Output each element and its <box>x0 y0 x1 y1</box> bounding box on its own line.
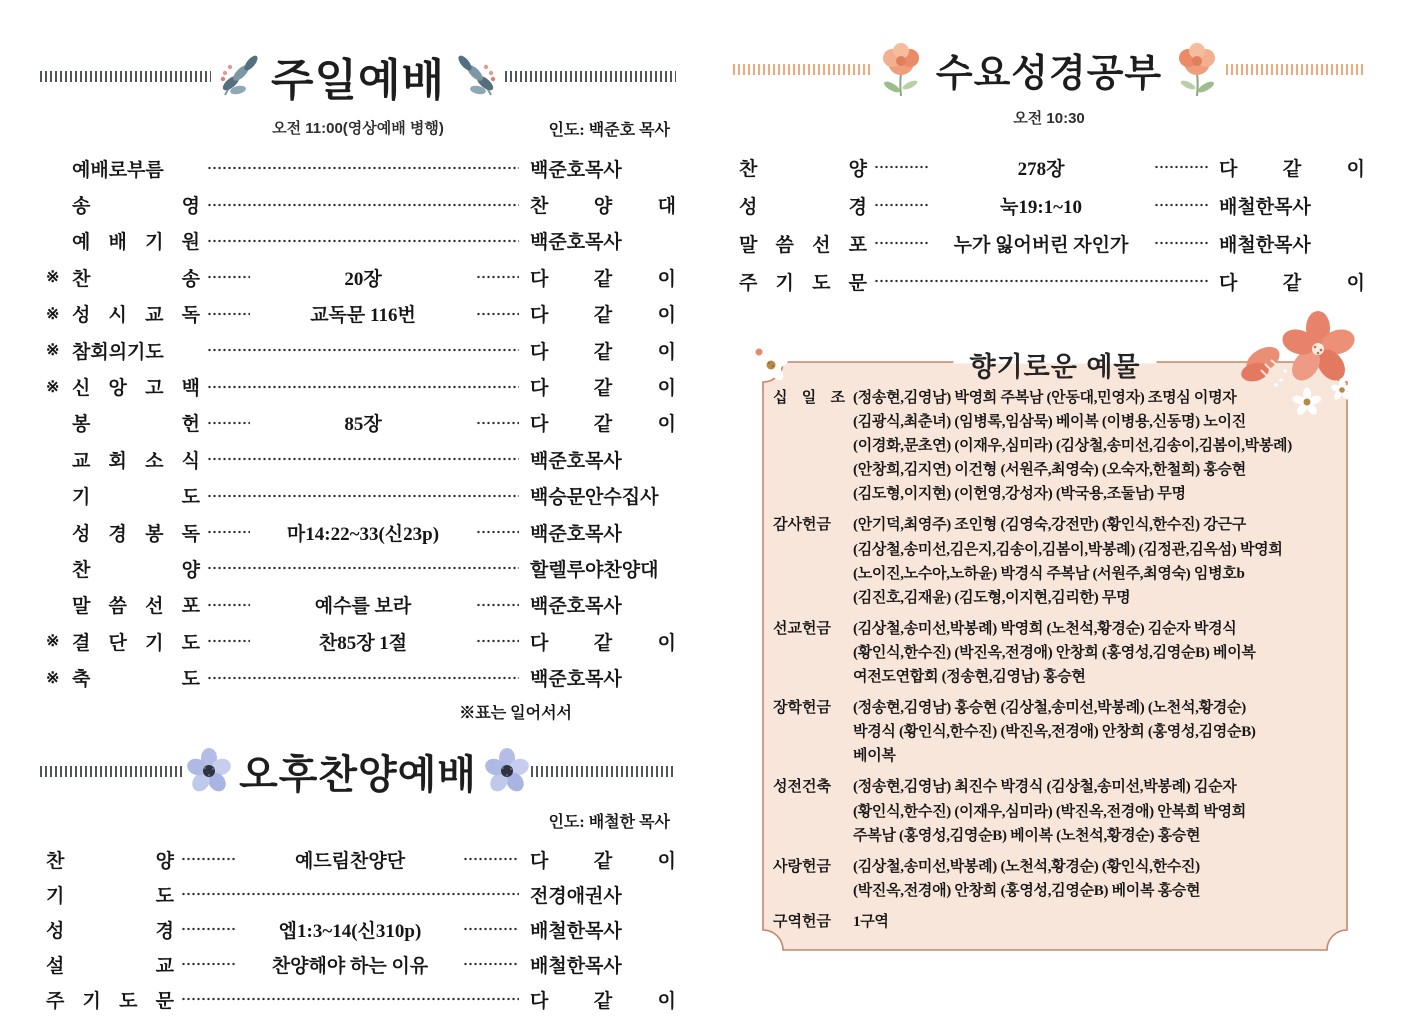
offering-names-line: 박경식 (황인식,한수진) (박진옥,전경애) 안창희 (홍영성,김영순B) <box>853 724 1256 741</box>
dotted-leader <box>207 639 250 643</box>
dotted-leader <box>207 348 519 352</box>
offering-names-line: (안창희,김지연) 이건형 (서원주,최영숙) (오숙자,한철희) 홍승현 <box>853 462 1246 479</box>
service-item-label: 봉 헌 <box>72 414 200 436</box>
service-time: 오전 11:00(영상예배 병행) <box>272 120 444 137</box>
service-item-content: 278장 <box>1017 158 1065 180</box>
offering-entry <box>773 386 1343 506</box>
section-title: 주일예배 <box>271 56 446 105</box>
dotted-leader <box>207 312 250 316</box>
dotted-leader <box>1154 241 1208 245</box>
service-item-content: 찬85장 1절 <box>318 632 408 654</box>
dotted-leader <box>181 997 519 1001</box>
dotted-leader <box>207 530 250 534</box>
service-item-label: 주 기 도 문 <box>46 990 174 1012</box>
service-item-label: 설 교 <box>46 955 174 977</box>
leaf-sprig-icon <box>451 49 505 103</box>
service-item-label: 찬 양 <box>72 559 200 581</box>
offering-names <box>853 775 1343 847</box>
offering-names-line: (정송현,김영남) 박영희 주복남 (안동대,민영자) 조명심 이명자 <box>853 390 1237 406</box>
standing-mark: ※ <box>46 305 60 323</box>
service-item-person: 다 같 이 <box>530 378 676 400</box>
service-item-label: 찬 양 <box>46 850 174 872</box>
afternoon-order-of-service <box>40 842 676 1017</box>
header-stripe <box>733 64 872 75</box>
service-item-label: 찬 송 <box>72 268 200 290</box>
afternoon-worship-header <box>40 743 676 800</box>
service-row <box>40 150 676 186</box>
offering-names-line: (김진호,김재윤) (김도형,이지현,김리한) 무명 <box>853 589 1131 606</box>
service-item-person: 배철한목사 <box>530 955 622 977</box>
dotted-leader <box>463 962 519 966</box>
offering-names-line: (정송현,김영남) 최진수 박경식 (김상철,송미선,박봉례) 김순자 <box>853 779 1237 796</box>
header-stripe <box>531 766 676 777</box>
service-item-content: 엡1:3~14(신310p) <box>278 920 422 942</box>
offering-names-line: (김상철,송미선,김은지,김송이,김봄이,박봉례) (김정관,김옥섬) 박영희 <box>853 541 1283 558</box>
service-item-person: 백준호목사 <box>530 159 622 181</box>
offering-type-label: 성전건축 <box>773 779 831 796</box>
service-item-label: 신 앙 고 백 <box>72 378 200 400</box>
right-page <box>733 40 1365 958</box>
offering-names <box>853 386 1343 506</box>
offering-type-label: 감사헌금 <box>773 517 831 534</box>
service-item-person: 백준호목사 <box>530 232 622 254</box>
header-stripe <box>40 766 185 777</box>
offering-names <box>853 855 1343 903</box>
service-item-person: 다 같 이 <box>530 990 676 1012</box>
service-leader: 인도: 배철한 목사 <box>548 813 670 831</box>
service-row <box>40 550 676 586</box>
anemone-flower-icon <box>483 747 531 795</box>
offering-names-line: (정송현,김영남) 홍승현 (김상철,송미선,박봉례) (노천석,황경순) <box>853 700 1246 717</box>
dotted-leader <box>463 857 519 861</box>
offering-names-line: (안기덕,최영주) 조인형 (김영숙,강전만) (황인식,한수진) 강근구 <box>853 517 1246 534</box>
service-item-person: 다 같 이 <box>1219 158 1365 180</box>
service-item-label: 교 회 소 식 <box>72 450 200 472</box>
offering-names-line: (박진옥,전경애) 안창희 (홍영성,김영순B) 베이복 홍승현 <box>853 882 1201 899</box>
service-item-person: 백준호목사 <box>530 669 622 691</box>
leaf-sprig-icon <box>211 49 265 103</box>
offerings-title: 향기로운 예물 <box>954 345 1157 384</box>
offering-entry <box>773 775 1343 847</box>
offering-names-line: (황인식,한수진) (이재우,심미라) (박진옥,전경애) 안복희 박영희 <box>853 803 1246 820</box>
standing-mark: ※ <box>46 378 60 396</box>
dotted-leader <box>207 603 250 607</box>
service-item-label: 말 씀 선 포 <box>72 596 200 618</box>
offering-names-line: (이경화,문초연) (이재우,심미라) (김상철,송미선,김송이,김봄이,박봉례) <box>853 438 1292 455</box>
service-item-person: 전경애권사 <box>530 885 622 907</box>
offering-names <box>853 513 1343 609</box>
offering-names-line: 베이복 <box>853 748 896 765</box>
service-row <box>733 224 1365 262</box>
section-title: 오후찬양예배 <box>239 752 477 797</box>
service-item-label: 성 경 <box>739 196 867 218</box>
header-stripe <box>40 71 211 82</box>
offering-names-line: (김상철,송미선,박봉례) 박영희 (노천석,황경순) 김순자 박경식 <box>853 620 1237 637</box>
service-item-label: 성 시 교 독 <box>72 305 200 327</box>
offering-entry <box>773 910 1343 934</box>
service-item-content: 마14:22~33(신23p) <box>286 523 440 545</box>
dotted-leader <box>874 241 928 245</box>
sunday-order-of-service <box>40 150 676 696</box>
standing-mark: ※ <box>46 342 60 360</box>
service-item-person: 다 같 이 <box>530 632 676 654</box>
service-row <box>40 877 676 912</box>
header-stripe <box>1226 64 1365 75</box>
anemone-flower-icon <box>185 747 233 795</box>
dotted-leader <box>463 927 519 931</box>
dotted-leader <box>207 275 250 279</box>
service-item-content: 85장 <box>344 414 382 436</box>
dotted-leader <box>207 166 519 170</box>
service-item-label: 결 단 기 도 <box>72 632 200 654</box>
left-page <box>40 44 676 1017</box>
sunday-worship-header <box>40 44 676 108</box>
service-item-person: 백준호목사 <box>530 523 622 545</box>
service-item-label: 성 경 <box>46 920 174 942</box>
service-row <box>40 982 676 1017</box>
dotted-leader <box>207 385 519 389</box>
service-item-person: 백준호목사 <box>530 596 622 618</box>
service-item-content: 찬양해야 하는 이유 <box>271 955 429 977</box>
dotted-leader <box>181 857 237 861</box>
service-item-person: 백승문안수집사 <box>530 487 659 509</box>
service-item-content: 예드림찬양단 <box>294 850 406 872</box>
dotted-leader <box>207 239 519 243</box>
offering-type-label: 구역헌금 <box>773 913 831 930</box>
dotted-leader <box>181 962 237 966</box>
wednesday-order <box>733 148 1365 300</box>
service-row <box>40 441 676 477</box>
service-row <box>40 587 676 623</box>
offering-names-line: (김광식,최춘녀) (임병록,임삼묵) 베이복 (이병용,신동명) 노이진 <box>853 414 1246 431</box>
offering-names <box>853 910 1343 934</box>
service-row <box>40 842 676 877</box>
standing-mark: ※ <box>46 633 60 651</box>
service-item-person: 할렐루야찬양대 <box>530 559 659 581</box>
service-item-label: 기 도 <box>72 487 200 509</box>
service-row <box>40 186 676 222</box>
offering-type-label: 선교헌금 <box>773 620 831 637</box>
dotted-leader <box>874 279 1208 283</box>
service-row <box>40 296 676 332</box>
service-item-content: 20장 <box>344 268 382 290</box>
service-item-person: 다 같 이 <box>530 268 676 290</box>
offering-type-label: 사랑헌금 <box>773 858 831 875</box>
offering-names-line: 1구역 <box>853 913 889 930</box>
service-row <box>40 223 676 259</box>
service-row <box>40 659 676 695</box>
service-item-label: 송 영 <box>72 196 200 218</box>
service-row <box>40 368 676 404</box>
offering-names <box>853 696 1343 768</box>
service-row <box>40 623 676 659</box>
offering-entry <box>773 513 1343 609</box>
standing-mark: ※ <box>46 269 60 287</box>
dotted-leader <box>207 203 519 207</box>
service-item-content: 눅19:1~10 <box>999 196 1083 218</box>
offering-type-label: 십 일 조 <box>773 390 845 406</box>
service-row <box>40 947 676 982</box>
service-item-person: 찬 양 대 <box>530 196 676 218</box>
section-title: 수요성경공부 <box>935 52 1163 95</box>
wednesday-study-header <box>733 40 1365 98</box>
service-item-label: 주 기 도 문 <box>739 272 867 294</box>
service-item-label: 찬 양 <box>739 158 867 180</box>
service-row <box>40 912 676 947</box>
service-row <box>40 405 676 441</box>
dotted-leader <box>1154 203 1208 207</box>
service-item-label: 기 도 <box>46 885 174 907</box>
service-item-content: 교독문 116번 <box>310 305 416 327</box>
offering-entry <box>773 617 1343 689</box>
service-item-label: 예 배 기 원 <box>72 232 200 254</box>
study-time: 오전 10:30 <box>1013 110 1085 127</box>
offering-names-line: (김도형,이지현) (이헌영,강성자) (박국용,조둘남) 무명 <box>853 486 1186 503</box>
service-item-person: 배철한목사 <box>1219 196 1311 218</box>
offering-entry <box>773 696 1343 768</box>
service-row <box>40 259 676 295</box>
service-row <box>40 514 676 550</box>
standing-footnote: ※표는 일어서서 <box>459 704 572 722</box>
peony-flower-icon <box>872 40 930 98</box>
offering-names-line: (김상철,송미선,박봉례) (노천석,황경순) (황인식,한수진) <box>853 858 1200 875</box>
dotted-leader <box>1154 165 1208 169</box>
service-item-label: 말 씀 선 포 <box>739 234 867 256</box>
service-item-label: 축 도 <box>72 669 200 691</box>
service-item-person: 배철한목사 <box>1219 234 1311 256</box>
dotted-leader <box>874 165 928 169</box>
service-item-person: 배철한목사 <box>530 920 622 942</box>
service-row <box>733 186 1365 224</box>
dotted-leader <box>476 530 519 534</box>
offerings-list <box>773 386 1343 934</box>
dotted-leader <box>476 312 519 316</box>
sunday-subheader <box>40 110 676 144</box>
dotted-leader <box>207 676 519 680</box>
dotted-leader <box>476 603 519 607</box>
peony-flower-icon <box>1168 40 1226 98</box>
service-row <box>733 148 1365 186</box>
service-item-content: 예수를 보라 <box>314 596 412 618</box>
service-item-label: 예배로부름 <box>72 159 164 181</box>
service-row <box>40 478 676 514</box>
small-blossom-icon <box>749 342 793 386</box>
dotted-leader <box>476 639 519 643</box>
standing-mark: ※ <box>46 669 60 687</box>
service-row <box>733 262 1365 300</box>
service-item-person: 다 같 이 <box>1219 272 1365 294</box>
service-item-person: 다 같 이 <box>530 850 676 872</box>
service-item-content: 누가 잃어버린 자인가 <box>953 234 1129 256</box>
afternoon-worship-section <box>40 743 676 1017</box>
service-leader: 인도: 백준호 목사 <box>548 122 670 139</box>
dotted-leader <box>874 203 928 207</box>
dotted-leader <box>476 421 519 425</box>
offering-type-label: 장학헌금 <box>773 700 831 717</box>
service-item-person: 다 같 이 <box>530 341 676 363</box>
dotted-leader <box>476 275 519 279</box>
service-item-label: 참회의기도 <box>72 341 164 363</box>
service-row <box>40 332 676 368</box>
service-item-person: 다 같 이 <box>530 305 676 327</box>
service-item-person: 다 같 이 <box>530 414 676 436</box>
service-item-label: 성 경 봉 독 <box>72 523 200 545</box>
offerings-box <box>755 354 1355 958</box>
offering-names-line: 여전도연합회 (정송현,김영남) 홍승현 <box>853 669 1086 686</box>
dotted-leader <box>207 421 250 425</box>
dotted-leader <box>207 457 519 461</box>
dotted-leader <box>181 927 237 931</box>
header-stripe <box>505 71 676 82</box>
offering-entry <box>773 855 1343 903</box>
offering-names <box>853 617 1343 689</box>
offering-names-line: (황인식,한수진) (박진옥,전경애) 안창희 (홍영성,김영순B) 베이복 <box>853 644 1256 661</box>
dotted-leader <box>207 566 519 570</box>
dotted-leader <box>181 892 519 896</box>
dotted-leader <box>207 494 519 498</box>
offering-names-line: (노이진,노수아,노하윤) 박경식 주복남 (서원주,최영숙) 임병호b <box>853 565 1245 582</box>
service-item-person: 백준호목사 <box>530 450 622 472</box>
offering-names-line: 주복남 (홍영성,김영순B) 베이복 (노천석,황경순) 홍승현 <box>853 827 1201 844</box>
wednesday-subheader <box>733 100 1365 134</box>
afternoon-subheader <box>40 802 676 836</box>
